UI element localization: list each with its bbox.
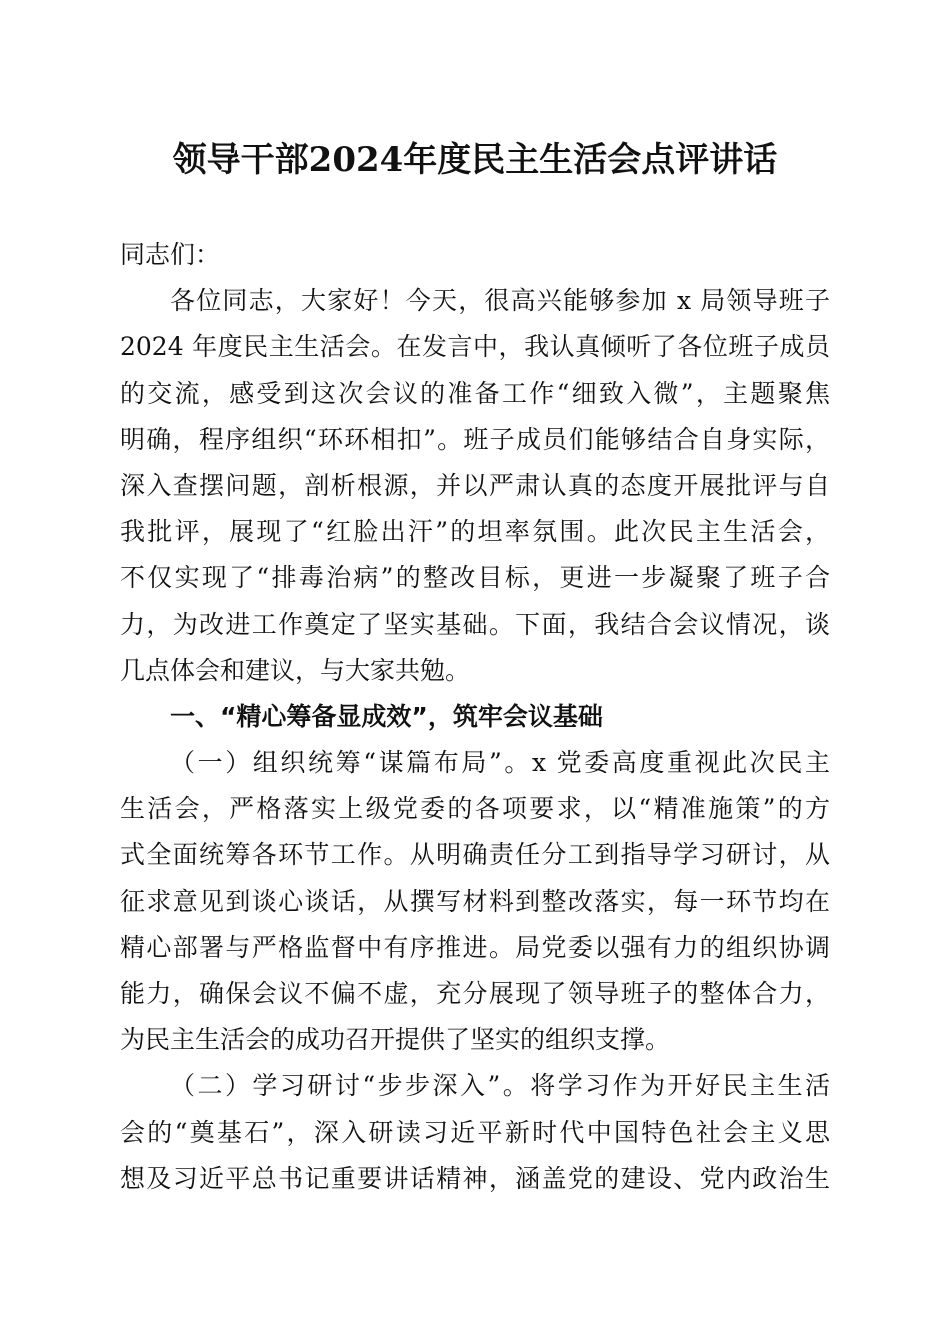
paragraph-1-line: 不仅实现了“排毒治病”的整改目标，更进一步凝聚了班子合 [120,563,830,593]
paragraph-1-line: 2024 年度民主生活会。在发言中，我认真倾听了各位班子成员 [120,332,830,362]
paragraph-2-line: 生活会，严格落实上级党委的各项要求，以“精准施策”的方 [120,794,830,824]
salutation: 同志们： [120,240,221,269]
paragraph-1-line: 明确，程序组织“环环相扣”。班子成员们能够结合自身实际， [120,424,830,454]
paragraph-1-line: 几点体会和建议，与大家共勉。 [120,655,471,685]
paragraph-3-line: （二）学习研讨“步步深入”。将学习作为开好民主生活 [170,1071,830,1101]
document-body [120,232,830,1202]
paragraph-2-line: 式全面统筹各环节工作。从明确责任分工到指导学习研讨，从 [120,840,830,870]
paragraph-2-line: 征求意见到谈心谈话，从撰写材料到整改落实，每一环节均在 [120,886,830,916]
paragraph-1-line: 我批评，展现了“红脸出汗”的坦率氛围。此次民主生活会， [120,517,830,547]
paragraph-3-line: 会的“奠基石”，深入研读习近平新时代中国特色社会主义思 [120,1117,830,1147]
paragraph-1-line: 各位同志，大家好！今天，很高兴能够参加 x 局领导班子 [170,286,830,316]
paragraph-2-line: （一）组织统筹“谋篇布局”。x 党委高度重视此次民主 [170,748,830,778]
paragraph-1-line: 力，为改进工作奠定了坚实基础。下面，我结合会议情况，谈 [120,609,830,639]
paragraph-2-line: 为民主生活会的成功召开提供了坚实的组织支撑。 [120,1025,671,1055]
paragraph-3-line: 想及习近平总书记重要讲话精神，涵盖党的建设、党内政治生 [120,1163,830,1193]
paragraph-1-line: 深入查摆问题，剖析根源，并以严肃认真的态度开展批评与自 [120,470,830,500]
document-title: 领导干部2024年度民主生活会点评讲话 [172,140,778,180]
paragraph-1-line: 的交流，感受到这次会议的准备工作“细致入微”，主题聚焦 [120,378,830,408]
paragraph-2-line: 精心部署与严格监督中有序推进。局党委以强有力的组织协调 [120,932,830,962]
section-heading-1: 一、“精心筹备显成效”，筑牢会议基础 [170,701,603,731]
paragraph-2-line: 能力，确保会议不偏不虚，充分展现了领导班子的整体合力， [120,979,830,1008]
